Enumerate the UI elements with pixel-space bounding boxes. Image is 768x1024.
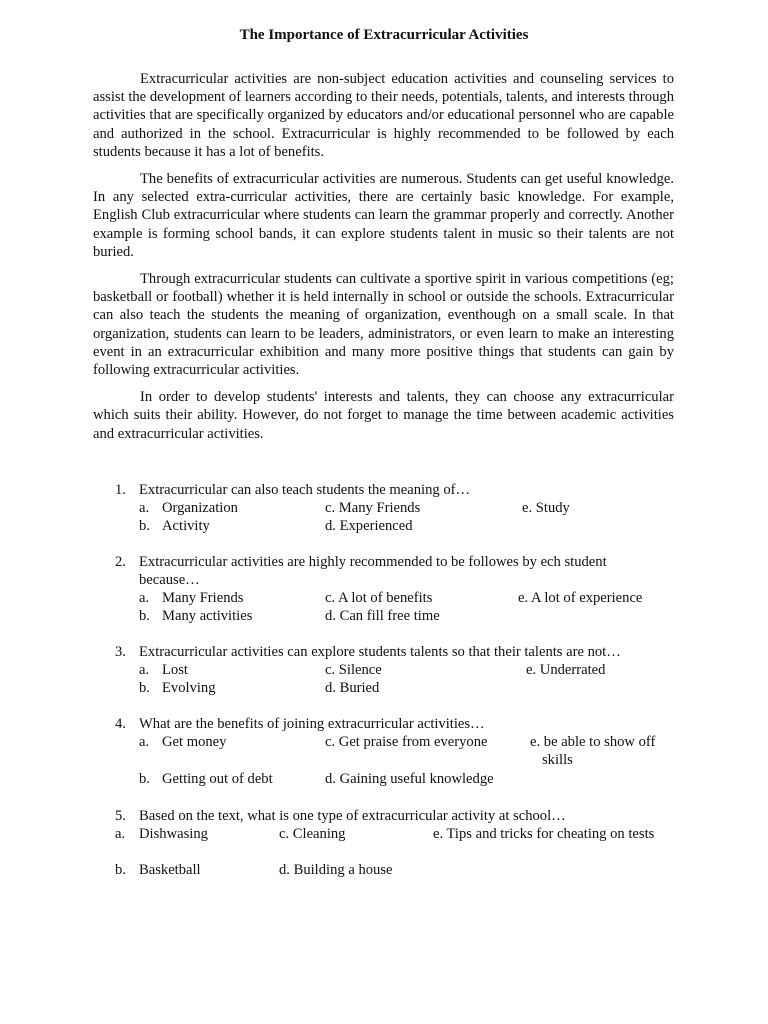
paragraph: Extracurricular activities are non-subject education activities and counseling services to assist the development of learners according to their needs, potentials, talents, and interests through activities that are specifically organized by educators and/or educational personnel who are capable and authorized in the school. Extracurricular is highly recommended to be followed by each students because it has a lot of benefits. [93, 71, 674, 160]
options-row [0, 733, 768, 769]
option-b[interactable]: Many activities [162, 608, 253, 624]
option-letter: b. [115, 862, 126, 878]
option-e[interactable]: e. be able to show off skills [530, 734, 656, 769]
option-a[interactable]: Organization [162, 500, 238, 516]
option-c[interactable]: c. A lot of benefits [325, 590, 433, 606]
option-d[interactable]: d. Experienced [325, 518, 413, 534]
options-row [0, 661, 768, 679]
question-stem: What are the benefits of joining extracurricular activities… [139, 716, 485, 732]
option-c[interactable]: c. Silence [325, 662, 382, 678]
option-letter: b. [139, 680, 150, 696]
option-d[interactable]: d. Buried [325, 680, 380, 696]
question-number: 4. [115, 716, 126, 732]
option-e[interactable]: e. Study [522, 500, 570, 516]
option-c[interactable]: c. Get praise from everyone [325, 734, 488, 750]
option-a[interactable]: Dishwasing [139, 826, 208, 842]
question-number: 5. [115, 808, 126, 824]
option-letter: b. [139, 608, 150, 624]
option-b[interactable]: Activity [162, 518, 210, 534]
option-letter: b. [139, 518, 150, 534]
option-e[interactable]: e. Tips and tricks for cheating on tests [433, 826, 655, 842]
options-row [0, 861, 768, 879]
options-row [0, 679, 768, 697]
option-c[interactable]: c. Many Friends [325, 500, 421, 516]
question-stem: Extracurricular activities are highly recommended to be followes by ech student because… [139, 554, 607, 589]
option-b[interactable]: Evolving [162, 680, 216, 696]
options-row [0, 607, 768, 625]
option-b[interactable]: Getting out of debt [162, 771, 273, 787]
question-stem: Based on the text, what is one type of extracurricular activity at school… [139, 808, 566, 824]
option-letter: a. [115, 826, 126, 842]
options-row [0, 825, 768, 843]
option-b[interactable]: Basketball [139, 862, 201, 878]
document-title: The Importance of Extracurricular Activities [239, 27, 529, 43]
reading-passage [93, 70, 674, 452]
option-d[interactable]: d. Can fill free time [325, 608, 440, 624]
option-letter: b. [139, 771, 150, 787]
option-letter: a. [139, 500, 150, 516]
options-row [0, 499, 768, 517]
question-number: 3. [115, 644, 126, 660]
option-letter: a. [139, 734, 150, 750]
paragraph: The benefits of extracurricular activities are numerous. Students can get useful knowledge. In any selected extra-curricular activities, there are certainly basic knowledge. For example, English Club extracurricular where students can learn the grammar properly and correctly. Another example is forming school bands, it can explore students talent in music so their talents are not buried. [93, 171, 674, 260]
option-a[interactable]: Get money [162, 734, 227, 750]
option-d[interactable]: d. Gaining useful knowledge [325, 771, 494, 787]
question-stem: Extracurricular can also teach students the meaning of… [139, 482, 471, 498]
option-d[interactable]: d. Building a house [279, 862, 393, 878]
options-row [0, 770, 768, 788]
options-row [0, 517, 768, 535]
question-number: 1. [115, 482, 126, 498]
question-number: 2. [115, 554, 126, 570]
paragraph: Through extracurricular students can cultivate a sportive spirit in various competitions (eg; basketball or football) whether it is held internally in school or outside the schools. Extracurricular can also teach the students the meaning of organization, eventhough on a small scale. In that organization, students can learn to be leaders, administrators, or even learn to make an interesting event in an extracurricular exhibition and many more positive things that students can gain by following extracurricular activities. [93, 271, 674, 379]
option-e[interactable]: e. A lot of experience [518, 590, 643, 606]
option-a[interactable]: Many Friends [162, 590, 244, 606]
option-e[interactable]: e. Underrated [526, 662, 606, 678]
option-c[interactable]: c. Cleaning [279, 826, 346, 842]
paragraph: In order to develop students' interests and talents, they can choose any extracurricular which suits their ability. However, do not forget to manage the time between academic activities and extracurricular activities. [93, 389, 674, 442]
option-letter: a. [139, 590, 150, 606]
option-letter: a. [139, 662, 150, 678]
question-stem: Extracurricular activities can explore students talents so that their talents are not… [139, 644, 621, 660]
options-row [0, 589, 768, 607]
option-a[interactable]: Lost [162, 662, 188, 678]
